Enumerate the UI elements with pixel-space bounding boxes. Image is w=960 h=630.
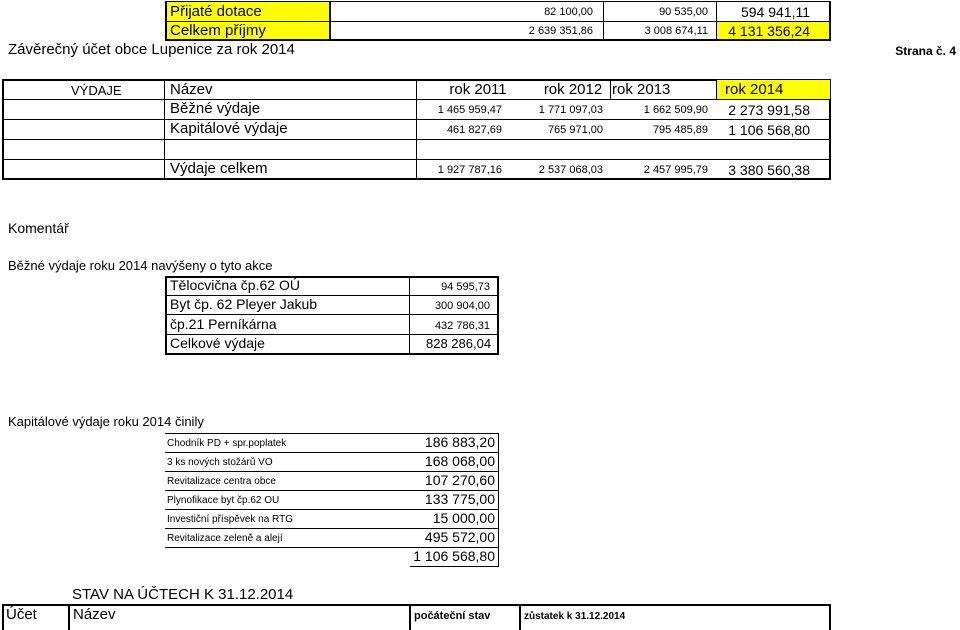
accounts-heading: STAV NA ÚČTECH K 31.12.2014 [72, 586, 294, 603]
accounts-grid-line [829, 604, 831, 630]
expenses-header-section: VÝDAJE [71, 83, 122, 98]
expenses-grid-line [164, 79, 165, 179]
top-grid-line [829, 1, 831, 41]
capital-item-value: 133 775,00 [424, 491, 495, 507]
expenses-header-name: Název [170, 81, 213, 98]
expenses-row-label: Kapitálové výdaje [170, 120, 288, 137]
capital-item-value: 107 270,60 [424, 472, 495, 488]
current-item-label: čp.21 Perníkárna [170, 316, 277, 332]
income-row-2013: 90 535,00 [659, 6, 708, 18]
capital-item-value: 186 883,20 [424, 434, 495, 450]
expenses-row-2011: 1 465 959,47 [437, 104, 502, 116]
current-item-value: 828 286,04 [426, 336, 492, 351]
top-grid-line [165, 1, 830, 2]
expenses-row-2013: 795 485,89 [652, 124, 708, 136]
expenses-row-2014: 1 106 568,80 [728, 122, 810, 138]
income-row-label: Přijaté dotace [170, 3, 262, 20]
current-item-label: Tělocvična čp.62 OÚ [170, 277, 300, 293]
accounts-grid-line [68, 604, 70, 630]
income-row-2012: 82 100,00 [544, 6, 593, 18]
capital-item-label: Plynofikace byt čp.62 OÚ [167, 495, 280, 506]
accounts-grid-line [519, 604, 521, 630]
capital-item-value: 495 572,00 [424, 529, 495, 545]
accounts-grid-line [2, 604, 4, 630]
comment-heading: Komentář [8, 220, 69, 236]
capital-item-label: Investiční příspěvek na RTG [167, 514, 293, 525]
current-expenses-heading: Běžné výdaje roku 2014 navýšeny o tyto akce [8, 258, 273, 273]
capital-item-label: Chodník PD + spr.poplatek [167, 438, 287, 449]
capital-grid-line [410, 566, 499, 567]
income-row-label: Celkem příjmy [170, 22, 266, 39]
expenses-row-2014: 2 273 991,58 [728, 102, 810, 118]
expenses-header-2013: rok 2013 [612, 81, 671, 98]
capital-item-label: Revitalizace zeleně a alejí [167, 533, 283, 544]
expenses-header-2011: rok 2011 [449, 81, 507, 98]
expenses-header-2012: rok 2012 [543, 81, 603, 98]
document-title: Závěrečný účet obce Lupenice za rok 2014 [8, 41, 295, 58]
expenses-total-2014: 3 380 560,38 [728, 162, 810, 178]
expenses-row-2013: 1 662 509,90 [643, 104, 708, 116]
capital-item-label: 3 ks nových stožárů VO [167, 457, 273, 468]
capital-total-value: 1 106 568,80 [413, 548, 495, 564]
capital-item-label: Revitalizace centra obce [167, 476, 276, 487]
expenses-header-2014: rok 2014 [725, 81, 784, 98]
current-item-label: Byt čp. 62 Pleyer Jakub [170, 296, 318, 312]
expenses-total-2012: 2 537 068,03 [538, 164, 603, 176]
accounts-grid-line [409, 604, 411, 630]
expenses-total-2013: 2 457 995,79 [643, 164, 708, 176]
expenses-row-2011: 461 827,69 [446, 124, 502, 136]
accounts-header-account: Účet [6, 606, 37, 623]
income-row-2014: 4 131 356,24 [728, 23, 810, 39]
expenses-row-label: Běžné výdaje [170, 100, 261, 117]
top-grid-line [329, 1, 331, 41]
expenses-total-label: Výdaje celkem [170, 160, 268, 177]
accounts-grid-line [2, 604, 831, 606]
current-item-value: 432 786,31 [434, 320, 490, 332]
expenses-row-2012: 765 971,00 [547, 124, 603, 136]
current-item-label: Celkové výdaje [170, 335, 265, 351]
income-row-2014: 594 941,11 [740, 4, 810, 20]
accounts-header-name: Název [73, 606, 116, 623]
current-item-value: 94 595,73 [441, 281, 490, 293]
income-row-2013: 3 008 674,11 [644, 25, 708, 37]
top-grid-line [165, 1, 167, 41]
capital-item-value: 15 000,00 [432, 510, 495, 526]
income-row-2012: 2 639 351,86 [528, 25, 593, 37]
expenses-total-2011: 1 927 787,16 [437, 164, 502, 176]
capital-expenses-heading: Kapitálové výdaje roku 2014 činily [8, 414, 204, 429]
current-grid-line [165, 314, 499, 315]
capital-item-value: 168 068,00 [424, 453, 495, 469]
page-number: Strana č. 4 [895, 44, 956, 58]
expenses-row-2012: 1 771 097,03 [538, 104, 603, 116]
accounts-header-opening: počáteční stav [414, 610, 491, 622]
current-item-value: 300 904,00 [434, 300, 490, 312]
accounts-header-balance: zůstatek k 31.12.2014 [524, 611, 626, 622]
